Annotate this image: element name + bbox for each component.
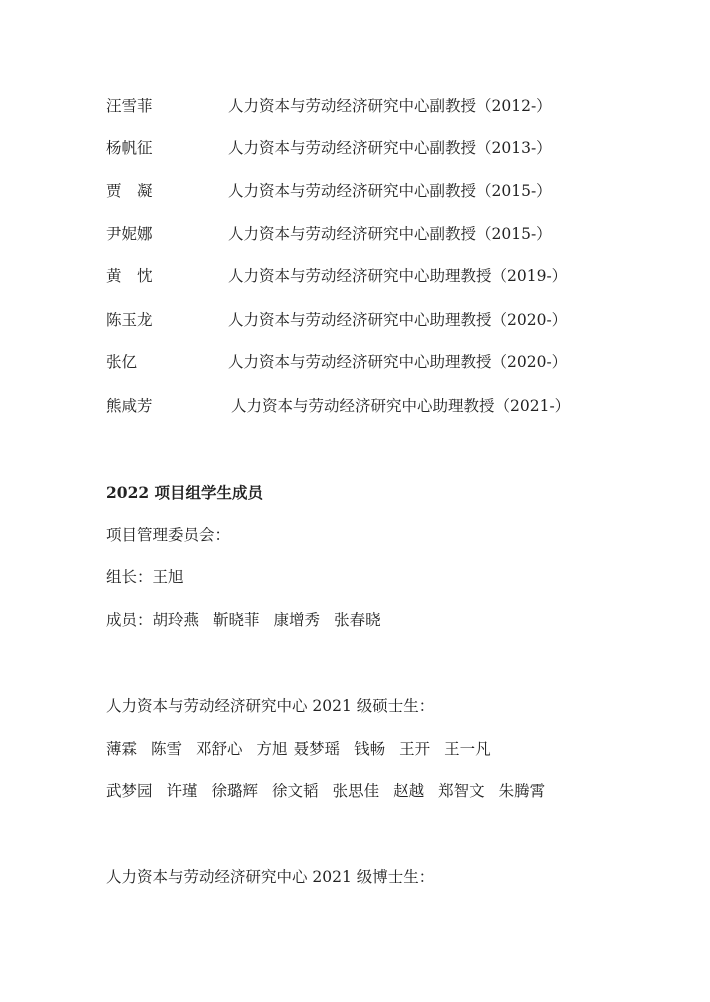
committee-members <box>106 610 395 630</box>
staff-name: 汪雪菲 <box>106 97 153 115</box>
staff-name: 贾 凝 <box>106 182 153 200</box>
student-name: 朱腾霄 <box>498 782 546 800</box>
masters-row-1 <box>106 739 505 759</box>
student-name: 武梦园 <box>106 782 153 800</box>
member-name: 胡玲燕 <box>152 611 200 629</box>
student-name: 王开 <box>399 740 431 758</box>
members-prefix: 成员： <box>106 611 153 629</box>
student-name: 陈雪 <box>151 740 183 758</box>
student-name: 方旭 <box>256 740 288 758</box>
staff-name: 杨帆征 <box>106 139 153 157</box>
member-name: 康增秀 <box>273 611 321 629</box>
staff-name: 陈玉龙 <box>106 311 153 329</box>
student-name: 聂梦瑶 <box>293 740 341 758</box>
student-name: 邓舒心 <box>196 740 243 758</box>
staff-name: 熊咸芳 <box>106 397 153 415</box>
student-name: 许瑾 <box>166 782 198 800</box>
member-name: 张春晓 <box>334 611 381 629</box>
member-name: 靳晓菲 <box>213 611 260 629</box>
student-name: 郑智文 <box>438 782 485 800</box>
student-name: 张思佳 <box>332 782 380 800</box>
staff-name: 张亿 <box>106 353 138 371</box>
staff-role: 人力资本与劳动经济研究中心助理教授（2020-） <box>228 353 568 371</box>
student-name: 赵越 <box>393 782 425 800</box>
staff-role: 人力资本与劳动经济研究中心助理教授（2020-） <box>228 311 568 329</box>
committee-label: 项目管理委员会： <box>106 526 231 544</box>
staff-role: 人力资本与劳动经济研究中心副教授（2015-） <box>228 225 552 243</box>
staff-role: 人力资本与劳动经济研究中心助理教授（2021-） <box>231 397 571 415</box>
student-name: 薄霖 <box>106 740 138 758</box>
student-name: 徐文韬 <box>272 782 319 800</box>
staff-role: 人力资本与劳动经济研究中心副教授（2015-） <box>228 182 552 200</box>
student-name: 徐璐辉 <box>211 782 259 800</box>
staff-role: 人力资本与劳动经济研究中心助理教授（2019-） <box>228 267 568 285</box>
masters-row-2 <box>106 781 559 801</box>
committee-leader: 组长：王旭 <box>106 568 184 586</box>
staff-role: 人力资本与劳动经济研究中心副教授（2013-） <box>228 139 552 157</box>
student-name: 钱畅 <box>354 740 386 758</box>
student-name: 王一凡 <box>444 740 491 758</box>
staff-name: 黄 忱 <box>106 267 153 285</box>
masters-label: 人力资本与劳动经济研究中心 2021 级硕士生： <box>106 697 435 715</box>
staff-name: 尹妮娜 <box>106 225 153 243</box>
doctoral-label: 人力资本与劳动经济研究中心 2021 级博士生： <box>106 868 435 886</box>
staff-role: 人力资本与劳动经济研究中心副教授（2012-） <box>228 97 552 115</box>
section-title: 2022 项目组学生成员 <box>106 483 264 502</box>
